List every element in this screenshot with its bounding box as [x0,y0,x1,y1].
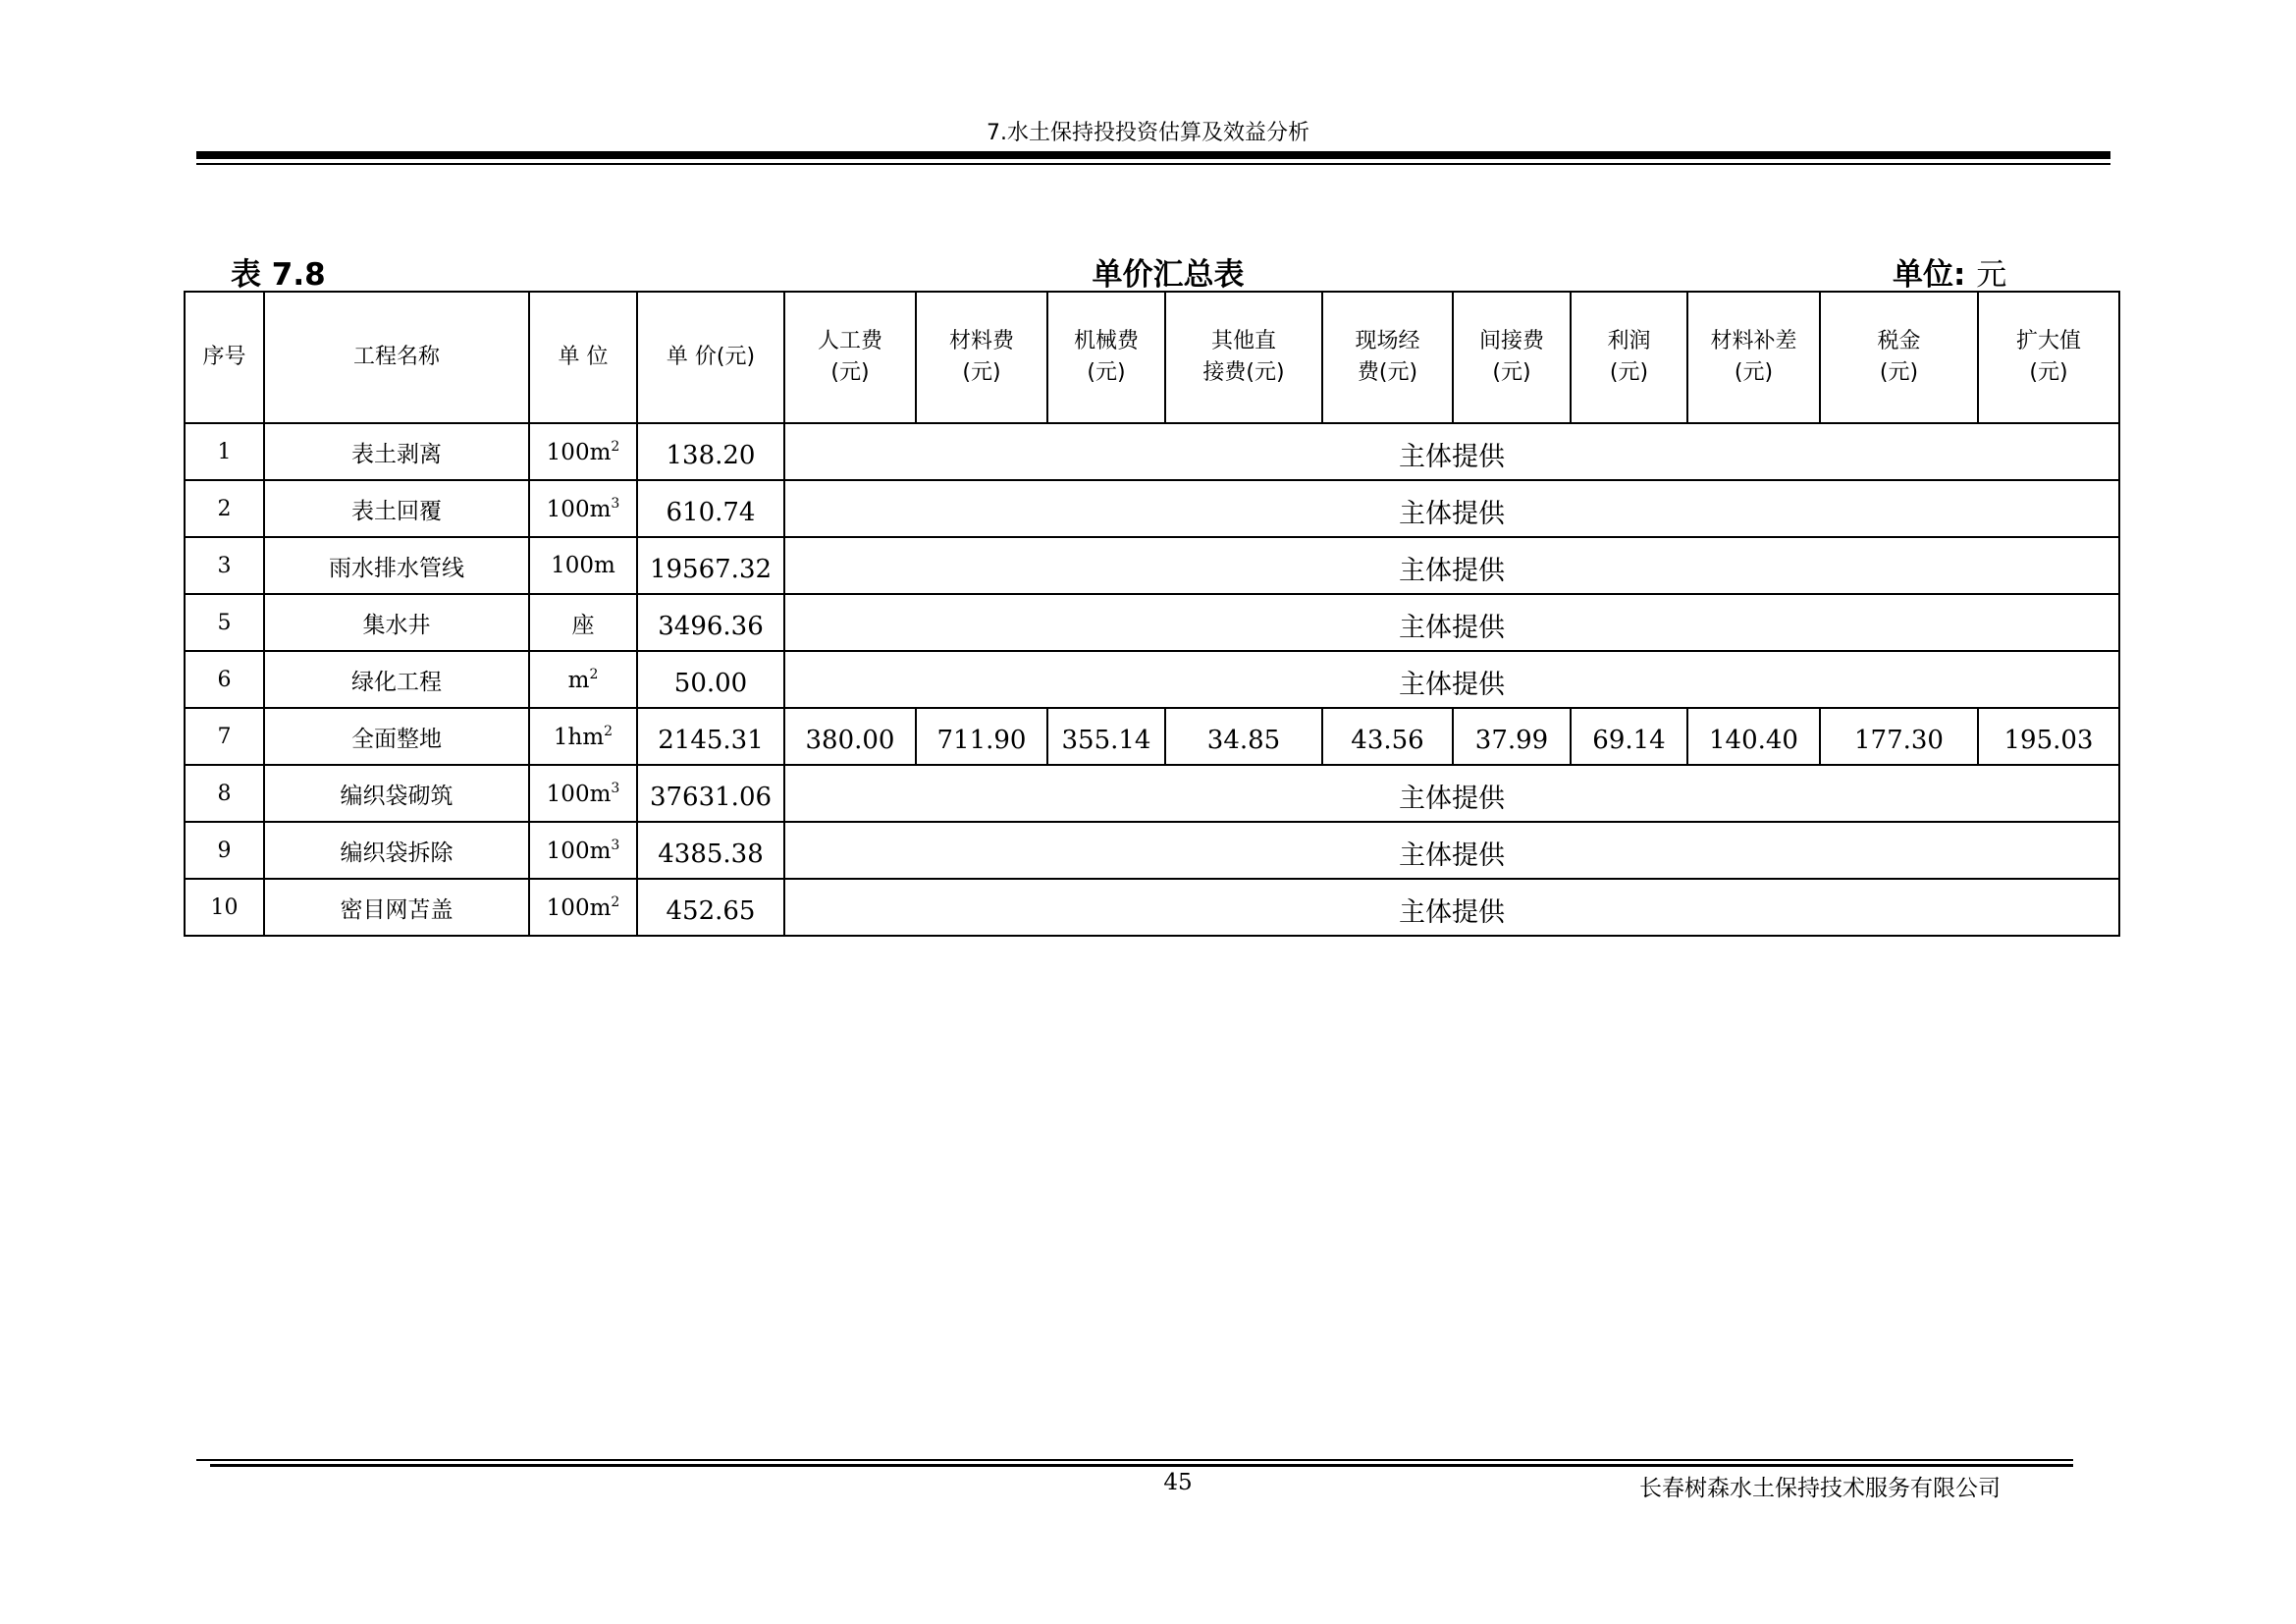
column-header-line: (元) [1087,360,1126,385]
column-header-line: 材料费 [948,329,1014,353]
column-header-line: 单 位 [558,345,609,369]
unit-text: 100m [551,553,615,578]
row-price-cell: 2145.31 [637,708,784,765]
column-header-line: (元) [1879,360,1919,385]
column-header-line: 其他直 [1210,329,1276,353]
row-price-cell: 4385.38 [637,822,784,879]
row-price-cell: 610.74 [637,480,784,537]
row-price-cell: 19567.32 [637,537,784,594]
column-header [529,292,637,423]
row-provided-cell: 主体提供 [784,594,2119,651]
unit-text: 100m [546,781,612,807]
column-header [1687,292,1820,423]
column-header-line: 人工费 [817,329,882,353]
column-header [1978,292,2119,423]
row-unit-cell [529,594,637,651]
column-header-line: 接费(元) [1202,360,1285,385]
table-body [185,423,2119,936]
unit-text: m [567,667,590,693]
unit-text: 100m [546,439,612,465]
table-row [185,765,2119,822]
row-provided-cell: 主体提供 [784,537,2119,594]
row-seq-cell: 2 [185,480,264,537]
footer-rule-thick [210,1464,2073,1467]
row-price-cell: 452.65 [637,879,784,936]
column-header-line: (元) [1609,360,1649,385]
unit-text: 100m [546,838,612,864]
row-name-cell: 编织袋拆除 [264,822,529,879]
row-seq-cell: 10 [185,879,264,936]
row-cost-cell: 140.40 [1687,708,1820,765]
row-unit-cell [529,480,637,537]
column-header-line: 单 价(元) [666,345,756,369]
column-header-line: 机械费 [1073,329,1139,353]
row-seq-cell: 9 [185,822,264,879]
row-unit-cell [529,822,637,879]
unit-text: 100m [546,496,612,522]
row-name-cell: 密目网苫盖 [264,879,529,936]
company-name: 长春树森水土保持技术服务有限公司 [1639,1476,2001,1501]
row-name-cell: 集水井 [264,594,529,651]
row-seq-cell: 7 [185,708,264,765]
unit-exponent: 3 [611,495,620,512]
row-cost-cell: 69.14 [1571,708,1687,765]
column-header [916,292,1047,423]
column-header-line: (元) [1734,360,1774,385]
table-unit [1893,249,2006,294]
column-header [1571,292,1687,423]
row-seq-cell: 8 [185,765,264,822]
column-header [1820,292,1978,423]
unit-exponent: 3 [611,780,620,796]
row-price-cell: 50.00 [637,651,784,708]
table-row [185,651,2119,708]
table-row [185,879,2119,936]
column-header [264,292,529,423]
row-unit-cell [529,879,637,936]
column-header-line: 现场经 [1355,329,1420,353]
row-price-cell: 138.20 [637,423,784,480]
column-header-line: 费(元) [1357,360,1418,385]
row-name-cell: 雨水排水管线 [264,537,529,594]
row-unit-cell [529,537,637,594]
column-header-line: 税金 [1877,329,1921,353]
table-header-row [185,292,2119,423]
table-row [185,423,2119,480]
row-name-cell: 表土剥离 [264,423,529,480]
table-number: 表 7.8 [231,257,326,293]
unit-value: 元 [1976,257,2007,293]
table-row [185,480,2119,537]
row-cost-cell: 37.99 [1453,708,1571,765]
row-cost-cell: 43.56 [1322,708,1453,765]
unit-price-summary-table [184,291,2120,937]
row-provided-cell: 主体提供 [784,423,2119,480]
table-row [185,708,2119,765]
unit-exponent: 3 [611,837,620,853]
row-seq-cell: 1 [185,423,264,480]
table-row [185,594,2119,651]
column-header [185,292,264,423]
unit-exponent: 2 [611,893,620,910]
column-header-line: (元) [830,360,870,385]
unit-exponent: 2 [604,723,614,739]
row-price-cell: 37631.06 [637,765,784,822]
column-header-line: 间接费 [1478,329,1544,353]
row-seq-cell: 3 [185,537,264,594]
column-header [1047,292,1165,423]
column-header [1165,292,1322,423]
column-header-line: (元) [1492,360,1531,385]
row-unit-cell [529,708,637,765]
unit-text: 1hm [553,724,605,750]
table-title: 单价汇总表 [1092,257,1245,293]
table-row [185,537,2119,594]
row-name-cell: 绿化工程 [264,651,529,708]
column-header [637,292,784,423]
column-header [1453,292,1571,423]
unit-label: 单位: [1893,257,1966,293]
row-provided-cell: 主体提供 [784,480,2119,537]
row-provided-cell: 主体提供 [784,765,2119,822]
row-name-cell: 全面整地 [264,708,529,765]
row-cost-cell: 711.90 [916,708,1047,765]
row-provided-cell: 主体提供 [784,651,2119,708]
row-cost-cell: 380.00 [784,708,916,765]
row-provided-cell: 主体提供 [784,822,2119,879]
row-unit-cell [529,765,637,822]
column-header-line: 序号 [202,345,246,369]
row-cost-cell: 195.03 [1978,708,2119,765]
row-unit-cell [529,423,637,480]
row-price-cell: 3496.36 [637,594,784,651]
header-rule-thin [196,163,2110,165]
row-cost-cell: 34.85 [1165,708,1322,765]
unit-exponent: 2 [611,438,620,455]
page-number: 45 [1163,1470,1193,1495]
column-header [1322,292,1453,423]
column-header-line: 工程名称 [352,345,440,369]
row-unit-cell [529,651,637,708]
unit-text: 100m [546,894,612,921]
column-header-line: 扩大值 [2015,329,2081,353]
unit-text: 座 [571,612,595,638]
column-header-line: (元) [2029,360,2068,385]
row-seq-cell: 6 [185,651,264,708]
running-header-title: 7.水土保持投投资估算及效益分析 [987,121,1309,145]
unit-exponent: 2 [589,666,599,682]
column-header-line: (元) [962,360,1001,385]
row-name-cell: 表土回覆 [264,480,529,537]
row-name-cell: 编织袋砌筑 [264,765,529,822]
column-header-line: 利润 [1607,329,1651,353]
column-header [784,292,916,423]
header-rule-thick [196,151,2110,159]
row-cost-cell: 177.30 [1820,708,1978,765]
footer-rule-thin [196,1459,2073,1461]
column-header-line: 材料补差 [1710,329,1797,353]
table-row [185,822,2119,879]
row-seq-cell: 5 [185,594,264,651]
row-provided-cell: 主体提供 [784,879,2119,936]
row-cost-cell: 355.14 [1047,708,1165,765]
